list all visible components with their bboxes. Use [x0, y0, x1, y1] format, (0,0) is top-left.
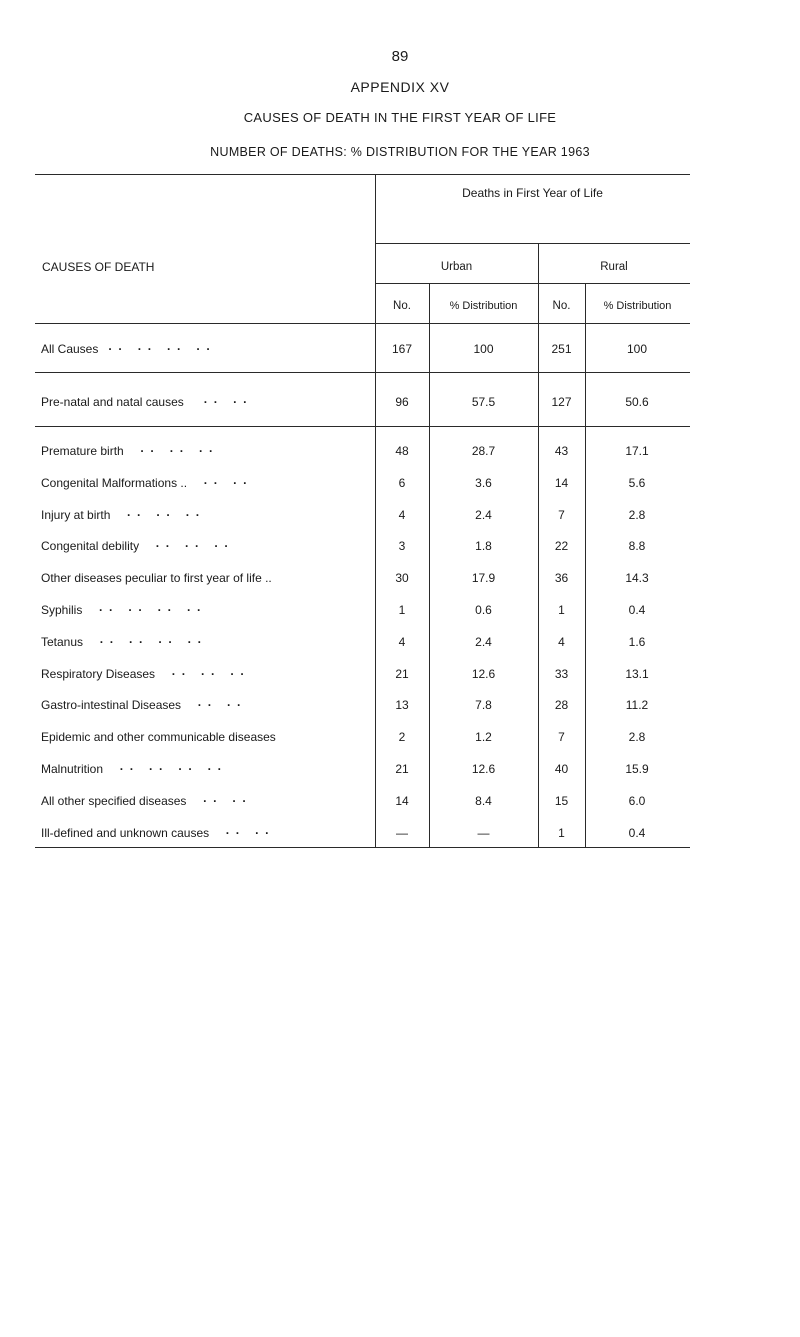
group-header-rule	[375, 243, 690, 244]
prenatal-cause: Pre-natal and natal causes ·· ··	[41, 395, 254, 409]
row-urban-pct: 2.4	[475, 635, 492, 649]
row-leader-dots: ·· ··	[203, 794, 253, 808]
row-urban-pct: —	[477, 826, 490, 840]
row-cause-label: Injury at birth	[41, 508, 111, 522]
row-urban-pct: 28.7	[471, 444, 496, 458]
row-cause	[41, 476, 253, 490]
totals-cause: All Causes ·· ·· ·· ··	[41, 342, 217, 356]
subheader-rule	[375, 283, 690, 284]
row-rural-no: 40	[554, 762, 569, 776]
rural-no-header: No.	[552, 300, 571, 312]
row-rural-pct: 6.0	[628, 794, 646, 808]
row-rural-pct: 11.2	[625, 698, 649, 712]
row-cause	[41, 635, 208, 649]
table-top-rule	[35, 174, 690, 175]
row-cause	[41, 698, 247, 712]
row-rural-pct: 2.8	[628, 508, 646, 522]
row-rural-pct: 1.6	[628, 635, 646, 649]
row-rural-pct: 13.1	[625, 667, 649, 681]
row-rural-no: 22	[554, 539, 569, 553]
row-cause-label: Malnutrition	[41, 762, 104, 776]
row-cause-label: Congenital Malformations ..	[41, 476, 188, 490]
appendix-heading: APPENDIX XV	[350, 79, 450, 95]
row-urban-no: 1	[398, 603, 406, 617]
row-cause	[41, 603, 207, 617]
header-bottom-rule	[35, 323, 690, 324]
row-urban-pct: 12.6	[471, 667, 496, 681]
row-leader-dots: ·· ·· ·· ··	[99, 603, 208, 617]
row-cause	[41, 730, 276, 744]
row-cause-label: Congenital debility	[41, 539, 140, 553]
prenatal-rule	[35, 426, 690, 427]
row-cause-label: All other specified diseases	[41, 794, 187, 808]
row-cause-label: Premature birth	[41, 444, 124, 458]
row-rural-no: 36	[554, 571, 569, 585]
row-urban-no: 4	[398, 508, 406, 522]
row-urban-pct: 0.6	[475, 603, 492, 617]
row-cause	[41, 444, 219, 458]
row-rural-pct: 8.8	[628, 539, 646, 553]
row-urban-no: 14	[395, 794, 409, 808]
row-rural-no: 7	[558, 730, 565, 744]
row-cause	[41, 667, 250, 681]
urban-header: Urban	[440, 261, 473, 273]
table-bottom-rule	[35, 847, 690, 848]
totals-rule	[35, 372, 690, 373]
row-cause	[41, 571, 272, 585]
row-urban-pct: 7.8	[475, 698, 492, 712]
row-rural-no: 4	[558, 635, 565, 649]
totals-rural-pct: 100	[626, 342, 648, 356]
row-rural-no: 14	[554, 476, 569, 490]
row-urban-no: 13	[395, 698, 409, 712]
row-rural-pct: 0.4	[628, 603, 646, 617]
row-cause	[41, 794, 252, 808]
row-urban-no: 30	[395, 571, 409, 585]
row-rural-pct: 14.3	[625, 571, 649, 585]
row-cause	[41, 826, 275, 840]
row-urban-pct: 1.2	[475, 730, 492, 744]
totals-urban-pct: 100	[473, 342, 494, 356]
table-subtitle: NUMBER OF DEATHS: % DISTRIBUTION FOR THE YEAR 1963	[210, 145, 590, 159]
row-cause-label: Respiratory Diseases	[41, 667, 156, 681]
row-leader-dots: ·· ··	[197, 698, 248, 712]
row-rural-no: 15	[554, 794, 569, 808]
row-urban-no: 6	[398, 476, 406, 490]
row-rural-no: 7	[558, 508, 565, 522]
table-title: CAUSES OF DEATH IN THE FIRST YEAR OF LIFE	[243, 110, 557, 125]
row-cause-label: Syphilis	[41, 603, 83, 617]
row-rural-pct: 0.4	[628, 826, 646, 840]
row-rural-no: 1	[558, 826, 565, 840]
group-header: Deaths in First Year of Life	[462, 186, 603, 200]
row-rural-no: 43	[554, 444, 569, 458]
row-urban-pct: 1.8	[475, 539, 492, 553]
row-urban-no: 3	[398, 539, 406, 553]
row-cause-label: Gastro-intestinal Diseases	[41, 698, 182, 712]
row-leader-dots: ·· ··	[225, 826, 276, 840]
row-cause-label: Ill-defined and unknown causes	[41, 826, 210, 840]
row-rural-pct: 5.6	[628, 476, 646, 490]
row-cause-label: Other diseases peculiar to first year of life ..	[41, 571, 272, 585]
row-cause	[41, 508, 206, 522]
rural-header: Rural	[600, 261, 628, 273]
row-urban-no: —	[396, 826, 408, 840]
row-rural-pct: 15.9	[625, 762, 649, 776]
row-leader-dots: ·· ··	[203, 476, 254, 490]
totals-urban-no: 167	[391, 342, 413, 356]
row-urban-pct: 12.6	[471, 762, 496, 776]
row-urban-pct: 17.9	[471, 571, 496, 585]
row-rural-pct: 17.1	[625, 444, 649, 458]
urban-no-header: No.	[393, 300, 411, 312]
row-urban-no: 4	[398, 635, 406, 649]
rural-pct-header: % Distribution	[603, 300, 672, 312]
row-leader-dots: ·· ·· ··	[140, 444, 220, 458]
row-cause	[41, 539, 234, 553]
row-rural-no: 33	[554, 667, 569, 681]
prenatal-rural-pct: 50.6	[625, 395, 649, 409]
page-number: 89	[391, 48, 409, 65]
row-leader-dots: ·· ·· ··	[127, 508, 206, 522]
row-rural-pct: 2.8	[628, 730, 646, 744]
totals-rural-no: 251	[551, 342, 572, 356]
causes-of-death-table	[35, 174, 690, 848]
row-leader-dots: ·· ·· ··	[155, 539, 235, 553]
row-cause	[41, 762, 228, 776]
row-leader-dots: ·· ·· ·· ··	[119, 762, 228, 776]
cause-column-header: CAUSES OF DEATH	[42, 260, 155, 274]
row-rural-no: 1	[558, 603, 565, 617]
row-urban-no: 21	[395, 762, 409, 776]
prenatal-urban-no: 96	[395, 395, 409, 409]
row-urban-no: 2	[398, 730, 406, 744]
prenatal-rural-no: 127	[551, 395, 572, 409]
prenatal-urban-pct: 57.5	[471, 395, 496, 409]
row-leader-dots: ·· ·· ··	[171, 667, 251, 681]
row-rural-no: 28	[554, 698, 569, 712]
row-urban-pct: 8.4	[475, 794, 492, 808]
row-leader-dots: ·· ·· ·· ··	[99, 635, 208, 649]
row-urban-pct: 2.4	[475, 508, 492, 522]
row-cause-label: Tetanus	[41, 635, 84, 649]
row-urban-no: 48	[395, 444, 409, 458]
urban-pct-header: % Distribution	[449, 300, 518, 312]
row-cause-label: Epidemic and other communicable diseases	[41, 730, 276, 744]
row-urban-pct: 3.6	[475, 476, 492, 490]
row-urban-no: 21	[395, 667, 409, 681]
